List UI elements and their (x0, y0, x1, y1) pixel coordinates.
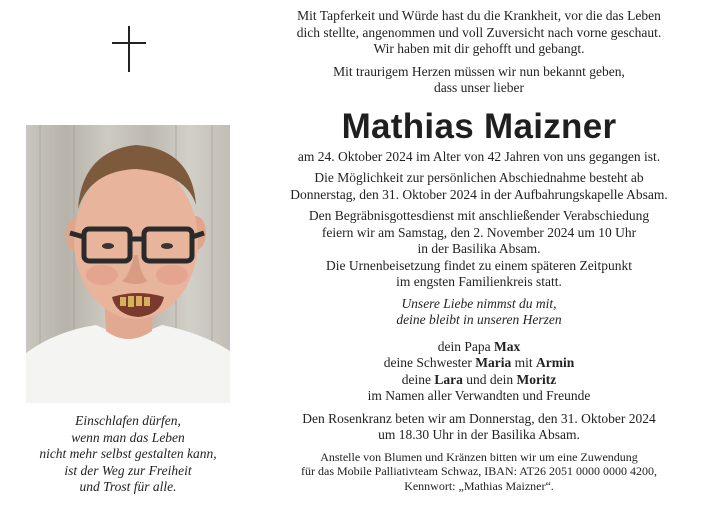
quote-line: wenn man das Leben (71, 429, 185, 445)
notice-text-column (250, 8, 708, 493)
donation-info (250, 450, 708, 494)
farewell-line: Die Möglichkeit zur persönlichen Abschiednahme besteht ab (314, 170, 644, 185)
children-line: deine Lara und dein Moritz (401, 371, 557, 387)
father-line: dein Papa Max (437, 338, 521, 354)
mourners (250, 339, 708, 405)
sister-line: deine Schwester Maria mit Armin (383, 355, 575, 370)
farewell-line: Donnerstag, den 31. Oktober 2024 in der Aufbahrungskapelle Absam. (290, 186, 668, 202)
relatives-line: im Namen aller Verwandten und Freunde (367, 388, 591, 403)
deceased-name: Mathias Maizner (341, 106, 617, 146)
service-line: feiern wir am Samstag, den 2. November 2024 um 10 Uhr (321, 224, 637, 240)
love-line: deine bleibt in unseren Herzen (396, 312, 562, 327)
intro-line: Mit Tapferkeit und Würde hast du die Krankheit, vor die das Leben (297, 8, 661, 23)
service-line: Die Urnenbeisetzung findet zu einem späteren Zeitpunkt (326, 257, 632, 273)
cross-icon (112, 26, 146, 72)
donation-line: für das Mobile Palliativteam Schwaz, IBAN: AT26 2051 0000 0000 4200, (301, 464, 657, 478)
child-name: Lara (434, 371, 463, 387)
death-line: am 24. Oktober 2024 im Alter von 42 Jahren von uns gegangen ist. (297, 148, 661, 164)
announce-line: dass unser lieber (434, 80, 524, 95)
service-line: im engsten Familienkreis statt. (396, 274, 562, 289)
service-line: in der Basilika Absam. (417, 241, 541, 256)
quote-line: nicht mehr selbst gestalten kann, (39, 446, 217, 461)
portrait-photo (26, 125, 230, 403)
announce-line: Mit traurigem Herzen müssen wir nun bekannt geben, (333, 63, 625, 79)
rosary-line: um 18.30 Uhr in der Basilika Absam. (378, 427, 580, 442)
donation-line: Kennwort: „Mathias Maizner“. (404, 478, 554, 493)
quote-line: Einschlafen dürfen, (75, 413, 181, 428)
rosary-info (250, 411, 708, 444)
sister-name: Maria (475, 355, 512, 370)
quote-line: ist der Weg zur Freiheit (64, 462, 192, 478)
father-name: Max (494, 338, 521, 354)
quote-line: und Trost für alle. (79, 479, 177, 494)
partner-name: Armin (535, 355, 575, 370)
intro-verse (250, 8, 708, 58)
child-name: Moritz (516, 371, 557, 387)
love-line: Unsere Liebe nimmst du mit, (401, 295, 557, 311)
service-info (250, 208, 708, 291)
love-verse (250, 296, 708, 329)
intro-line: Wir haben mit dir gehofft und gebangt. (373, 41, 585, 56)
announcement (250, 64, 708, 97)
left-quote (26, 413, 230, 496)
intro-line: dich stellte, angenommen und voll Zuversicht nach vorne geschaut. (296, 24, 662, 40)
rosary-line: Den Rosenkranz beten wir am Donnerstag, den 31. Oktober 2024 (302, 410, 656, 426)
service-line: Den Begräbnisgottesdienst mit anschließender Verabschiedung (308, 208, 650, 223)
donation-line: Anstelle von Blumen und Kränzen bitten wir um eine Zuwendung (320, 449, 638, 464)
farewell-info (250, 170, 708, 203)
